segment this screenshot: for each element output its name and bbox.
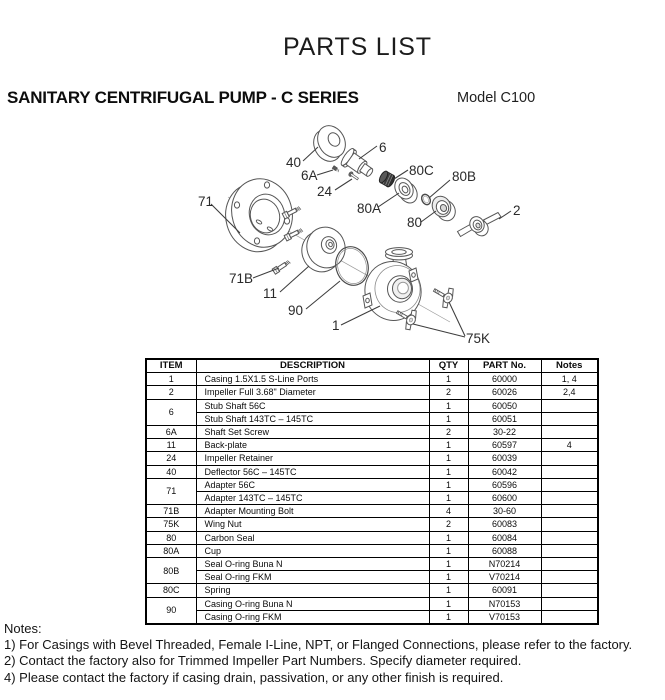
item-cell: 80C	[146, 584, 196, 597]
callout-24: 24	[317, 184, 333, 199]
description-cell: Back-plate	[196, 439, 429, 452]
part-number-cell: 60051	[468, 412, 541, 425]
qty-cell: 1	[429, 452, 468, 465]
item-cell: 75K	[146, 518, 196, 531]
footnote-line: 1) For Casings with Bevel Threaded, Female I-Line, NPT, or Flanged Connections, please refer to the factory.	[4, 637, 633, 653]
part-wing-nut	[429, 281, 457, 309]
callout-75k: 75K	[466, 331, 491, 346]
notes-cell	[541, 412, 598, 425]
notes-cell	[541, 452, 598, 465]
part-stub-shaft	[339, 147, 377, 182]
notes-cell: 1, 4	[541, 373, 598, 386]
qty-cell: 2	[429, 518, 468, 531]
item-cell: 90	[146, 597, 196, 624]
callout-80a: 80A	[357, 201, 382, 216]
col-header-part: PART No.	[468, 359, 541, 373]
part-number-cell: 60091	[468, 584, 541, 597]
item-cell: 71B	[146, 505, 196, 518]
table-row	[146, 465, 598, 478]
item-cell: 80A	[146, 544, 196, 557]
part-number-cell: 30-22	[468, 426, 541, 439]
table-row	[146, 544, 598, 557]
callout-6a: 6A	[301, 168, 318, 183]
item-cell: 80	[146, 531, 196, 544]
callout-80: 80	[407, 215, 423, 230]
item-cell: 80B	[146, 558, 196, 584]
model-label: Model C100	[457, 90, 536, 106]
part-number-cell: 60088	[468, 544, 541, 557]
col-header-item: ITEM	[146, 359, 196, 373]
part-number-cell: 60026	[468, 386, 541, 399]
part-number-cell: 60597	[468, 439, 541, 452]
table-row	[146, 439, 598, 452]
notes-cell	[541, 505, 598, 518]
part-number-cell: 60039	[468, 452, 541, 465]
notes-cell	[541, 597, 598, 610]
notes-cell	[541, 399, 598, 412]
footnote-line: 2) Contact the factory also for Trimmed Impeller Part Numbers. Specify diameter required.	[4, 653, 522, 669]
description-cell: Casing O-ring FKM	[196, 610, 429, 624]
qty-cell: 4	[429, 505, 468, 518]
part-number-cell: 60596	[468, 478, 541, 491]
qty-cell: 1	[429, 558, 468, 571]
table-row	[146, 412, 598, 425]
part-seal-o-ring	[420, 193, 432, 206]
col-header-notes: Notes	[541, 359, 598, 373]
table-row	[146, 571, 598, 584]
part-number-cell: 60084	[468, 531, 541, 544]
part-number-cell: 60050	[468, 399, 541, 412]
table-row	[146, 518, 598, 531]
part-number-cell: 60083	[468, 518, 541, 531]
description-cell: Impeller Full 3.68" Diameter	[196, 386, 429, 399]
qty-cell: 1	[429, 465, 468, 478]
qty-cell: 1	[429, 439, 468, 452]
table-row	[146, 597, 598, 610]
table-row	[146, 505, 598, 518]
qty-cell: 1	[429, 571, 468, 584]
notes-cell	[541, 558, 598, 571]
callout-90: 90	[288, 303, 304, 318]
qty-cell: 1	[429, 584, 468, 597]
item-cell: 6A	[146, 426, 196, 439]
part-spring	[378, 170, 397, 188]
table-row	[146, 386, 598, 399]
callout-71: 71	[198, 194, 214, 209]
notes-cell	[541, 492, 598, 505]
item-cell: 11	[146, 439, 196, 452]
table-header-row	[146, 359, 598, 373]
table-row	[146, 531, 598, 544]
description-cell: Casing O-ring Buna N	[196, 597, 429, 610]
notes-cell	[541, 478, 598, 491]
description-cell: Stub Shaft 56C	[196, 399, 429, 412]
page-title: PARTS LIST	[283, 33, 432, 61]
description-cell: Adapter 143TC – 145TC	[196, 492, 429, 505]
description-cell: Deflector 56C – 145TC	[196, 465, 429, 478]
notes-cell	[541, 465, 598, 478]
part-number-cell: 60000	[468, 373, 541, 386]
qty-cell: 1	[429, 531, 468, 544]
qty-cell: 1	[429, 373, 468, 386]
parts-table	[145, 358, 599, 625]
callout-1: 1	[332, 318, 340, 333]
table-row	[146, 399, 598, 412]
footnotes-label: Notes:	[4, 621, 42, 636]
callout-11: 11	[263, 286, 278, 301]
part-shaft-set-screw	[332, 166, 339, 173]
callout-2: 2	[513, 203, 521, 218]
notes-cell	[541, 544, 598, 557]
description-cell: Casing 1.5X1.5 S-Line Ports	[196, 373, 429, 386]
part-cup	[391, 175, 421, 207]
callout-71b: 71B	[229, 271, 254, 286]
qty-cell: 2	[429, 426, 468, 439]
callout-80b: 80B	[452, 169, 477, 184]
description-cell: Carbon Seal	[196, 531, 429, 544]
part-carbon-seal	[429, 193, 459, 224]
notes-cell	[541, 426, 598, 439]
description-cell: Spring	[196, 584, 429, 597]
item-cell: 24	[146, 452, 196, 465]
item-cell: 2	[146, 386, 196, 399]
qty-cell: 1	[429, 412, 468, 425]
qty-cell: 1	[429, 399, 468, 412]
footnotes	[4, 621, 632, 686]
part-adapter-mounting-bolt	[272, 259, 291, 274]
callout-6: 6	[379, 140, 387, 155]
table-row	[146, 478, 598, 491]
part-number-cell: 60600	[468, 492, 541, 505]
qty-cell: 1	[429, 597, 468, 610]
part-number-cell: V70214	[468, 571, 541, 584]
notes-cell	[541, 531, 598, 544]
part-number-cell: 60042	[468, 465, 541, 478]
qty-cell: 1	[429, 478, 468, 491]
table-row	[146, 373, 598, 386]
description-cell: Impeller Retainer	[196, 452, 429, 465]
part-number-cell: 30-60	[468, 505, 541, 518]
callout-40: 40	[286, 155, 302, 170]
part-number-cell: V70153	[468, 610, 541, 624]
description-cell: Stub Shaft 143TC – 145TC	[196, 412, 429, 425]
description-cell: Adapter 56C	[196, 478, 429, 491]
part-number-cell: N70153	[468, 597, 541, 610]
item-cell: 71	[146, 478, 196, 504]
item-cell: 6	[146, 399, 196, 425]
callout-80c: 80C	[409, 163, 434, 178]
notes-cell	[541, 584, 598, 597]
description-cell: Seal O-ring Buna N	[196, 558, 429, 571]
qty-cell: 2	[429, 386, 468, 399]
notes-cell	[541, 571, 598, 584]
table-row	[146, 558, 598, 571]
qty-cell: 1	[429, 492, 468, 505]
table-row	[146, 492, 598, 505]
description-cell: Adapter Mounting Bolt	[196, 505, 429, 518]
item-cell: 40	[146, 465, 196, 478]
table-row	[146, 426, 598, 439]
qty-cell: 1	[429, 610, 468, 624]
notes-cell: 4	[541, 439, 598, 452]
description-cell: Cup	[196, 544, 429, 557]
part-number-cell: N70214	[468, 558, 541, 571]
item-cell: 1	[146, 373, 196, 386]
col-header-description: DESCRIPTION	[196, 359, 429, 373]
qty-cell: 1	[429, 544, 468, 557]
footnote-line: 4) Please contact the factory if casing drain, passivation, or any other finish is required.	[4, 669, 504, 685]
description-cell: Shaft Set Screw	[196, 426, 429, 439]
col-header-qty: QTY	[429, 359, 468, 373]
pump-series-heading: SANITARY CENTRIFUGAL PUMP - C SERIES	[7, 88, 359, 107]
notes-cell: 2,4	[541, 386, 598, 399]
table-row	[146, 584, 598, 597]
notes-cell	[541, 518, 598, 531]
table-row	[146, 452, 598, 465]
description-cell: Wing Nut	[196, 518, 429, 531]
description-cell: Seal O-ring FKM	[196, 571, 429, 584]
part-impeller	[458, 213, 502, 239]
